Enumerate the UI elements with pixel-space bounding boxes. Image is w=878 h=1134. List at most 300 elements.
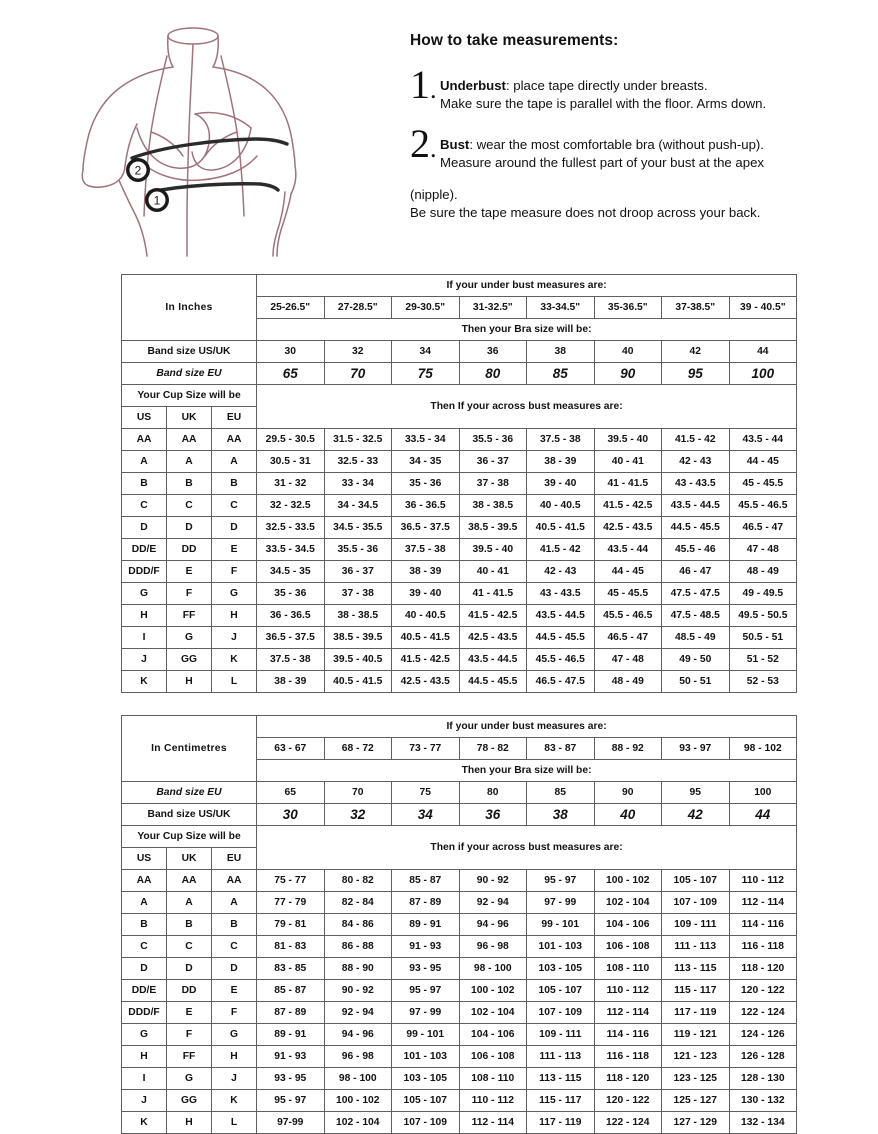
size-chart-inches xyxy=(121,274,797,693)
bust-measure-cell: 41.5 - 42.5 xyxy=(594,495,662,517)
bust-measure-cell: 122 - 124 xyxy=(594,1112,662,1134)
bust-measure-cell: 45.5 - 46.5 xyxy=(527,649,595,671)
bust-measure-cell: 122 - 124 xyxy=(729,1002,797,1024)
bust-measure-cell: 97 - 99 xyxy=(527,892,595,914)
underbust-range-cell: 31-32.5" xyxy=(459,297,527,319)
cup-size-cell: K xyxy=(212,1090,257,1112)
cup-size-cell: G xyxy=(212,583,257,605)
bust-measure-cell: 35.5 - 36 xyxy=(324,539,392,561)
cup-size-cell: L xyxy=(212,1112,257,1134)
cup-size-cell: FF xyxy=(167,605,212,627)
bust-measure-cell: 100 - 102 xyxy=(459,980,527,1002)
band-size-cell: 44 xyxy=(729,341,797,363)
table-row xyxy=(122,958,797,980)
instruction-number-1: 1. xyxy=(410,62,437,107)
cup-size-cell: C xyxy=(167,936,212,958)
bust-measure-cell: 85 - 87 xyxy=(257,980,325,1002)
bust-measure-cell: 49 - 50 xyxy=(662,649,730,671)
bra-size-header-cm: Then your Bra size will be: xyxy=(257,760,797,782)
torso-figure-svg xyxy=(55,10,345,260)
bust-measure-cell: 98 - 100 xyxy=(459,958,527,980)
table-row xyxy=(122,1046,797,1068)
bust-measure-cell: 79 - 81 xyxy=(257,914,325,936)
bust-measure-cell: 33.5 - 34 xyxy=(392,429,460,451)
band-size-cell: 80 xyxy=(459,782,527,804)
cup-size-cell: AA xyxy=(122,870,167,892)
bust-measure-cell: 101 - 103 xyxy=(392,1046,460,1068)
cup-size-cell: H xyxy=(122,605,167,627)
cup-size-cell: FF xyxy=(167,1046,212,1068)
cup-size-cell: A xyxy=(212,451,257,473)
bust-measure-cell: 115 - 117 xyxy=(662,980,730,1002)
cup-size-cell: F xyxy=(167,583,212,605)
cup-size-cell: DD xyxy=(167,980,212,1002)
bust-measure-cell: 49 - 49.5 xyxy=(729,583,797,605)
bust-measure-cell: 46.5 - 47 xyxy=(729,517,797,539)
band-size-cell: 34 xyxy=(392,341,460,363)
cup-size-cell: C xyxy=(212,495,257,517)
bust-measure-cell: 43.5 - 44 xyxy=(729,429,797,451)
cup-size-cell: D xyxy=(212,517,257,539)
bust-measure-cell: 37.5 - 38 xyxy=(527,429,595,451)
bust-measure-cell: 37 - 38 xyxy=(324,583,392,605)
band-size-cell: 32 xyxy=(324,804,392,826)
bust-measure-cell: 125 - 127 xyxy=(662,1090,730,1112)
bust-measure-cell: 118 - 120 xyxy=(729,958,797,980)
band-size-cell: 75 xyxy=(392,363,460,385)
bust-measure-cell: 110 - 112 xyxy=(594,980,662,1002)
bust-measure-cell: 43.5 - 44.5 xyxy=(662,495,730,517)
bust-measure-cell: 96 - 98 xyxy=(459,936,527,958)
instruction-line2-2: Measure around the fullest part of your bust at the apex xyxy=(440,155,765,170)
bust-measure-cell: 37.5 - 38 xyxy=(257,649,325,671)
bust-measure-cell: 124 - 126 xyxy=(729,1024,797,1046)
bust-measure-cell: 82 - 84 xyxy=(324,892,392,914)
marker-2-icon xyxy=(126,158,150,182)
table-row xyxy=(122,892,797,914)
band-row-label: Band size EU xyxy=(122,782,257,804)
bust-measure-cell: 36.5 - 37.5 xyxy=(257,627,325,649)
underbust-range-cell: 68 - 72 xyxy=(324,738,392,760)
bust-measure-cell: 44.5 - 45.5 xyxy=(527,627,595,649)
bust-measure-cell: 126 - 128 xyxy=(729,1046,797,1068)
cup-size-cell: D xyxy=(167,517,212,539)
band-size-cell: 40 xyxy=(594,341,662,363)
underbust-range-cell: 29-30.5" xyxy=(392,297,460,319)
bust-measure-cell: 42.5 - 43.5 xyxy=(594,517,662,539)
marker-2-label: 2 xyxy=(134,163,142,178)
bra-size-header-inches: Then your Bra size will be: xyxy=(257,319,797,341)
bust-measure-cell: 41 - 41.5 xyxy=(459,583,527,605)
table-row xyxy=(122,1068,797,1090)
cup-size-cell: E xyxy=(167,1002,212,1024)
bust-measure-cell: 30.5 - 31 xyxy=(257,451,325,473)
bust-measure-cell: 91 - 93 xyxy=(392,936,460,958)
bust-measure-cell: 94 - 96 xyxy=(459,914,527,936)
instruction-text-2 xyxy=(440,127,764,172)
bust-measure-cell: 90 - 92 xyxy=(324,980,392,1002)
bust-measure-cell: 49.5 - 50.5 xyxy=(729,605,797,627)
bust-measure-cell: 51 - 52 xyxy=(729,649,797,671)
bust-measure-cell: 97 - 99 xyxy=(392,1002,460,1024)
bust-measure-cell: 32.5 - 33 xyxy=(324,451,392,473)
bust-measure-cell: 31.5 - 32.5 xyxy=(324,429,392,451)
bust-measure-cell: 47 - 48 xyxy=(594,649,662,671)
cup-size-cell: B xyxy=(212,914,257,936)
bust-measure-cell: 109 - 111 xyxy=(527,1024,595,1046)
bust-measure-cell: 34 - 34.5 xyxy=(324,495,392,517)
band-size-cell: 32 xyxy=(324,341,392,363)
cup-size-cell: E xyxy=(212,980,257,1002)
bust-measure-cell: 105 - 107 xyxy=(392,1090,460,1112)
bust-measure-cell: 45.5 - 46.5 xyxy=(729,495,797,517)
bust-measure-cell: 38 - 38.5 xyxy=(459,495,527,517)
bust-measure-cell: 87 - 89 xyxy=(257,1002,325,1024)
table-row xyxy=(122,980,797,1002)
bust-measure-cell: 92 - 94 xyxy=(324,1002,392,1024)
band-size-cell: 36 xyxy=(459,341,527,363)
bust-measure-cell: 100 - 102 xyxy=(324,1090,392,1112)
bust-measure-cell: 37.5 - 38 xyxy=(392,539,460,561)
cup-size-cell: D xyxy=(212,958,257,980)
bust-measure-cell: 44.5 - 45.5 xyxy=(459,671,527,693)
marker-1-label: 1 xyxy=(153,193,161,208)
underbust-range-cell: 93 - 97 xyxy=(662,738,730,760)
bust-measure-cell: 50 - 51 xyxy=(662,671,730,693)
underbust-range-cell: 78 - 82 xyxy=(459,738,527,760)
cup-size-cell: C xyxy=(212,936,257,958)
bust-measure-cell: 40 - 40.5 xyxy=(527,495,595,517)
bust-measure-cell: 33.5 - 34.5 xyxy=(257,539,325,561)
instruction-note: Be sure the tape measure does not droop across your back. xyxy=(410,205,761,220)
bust-measure-cell: 40 - 41 xyxy=(459,561,527,583)
bust-measure-cell: 42 - 43 xyxy=(662,451,730,473)
underbust-header-inches: If your under bust measures are: xyxy=(257,275,797,297)
bust-measure-cell: 48 - 49 xyxy=(729,561,797,583)
bust-measure-cell: 104 - 106 xyxy=(459,1024,527,1046)
band-row-label: Band size US/UK xyxy=(122,341,257,363)
bust-measure-cell: 36 - 36.5 xyxy=(257,605,325,627)
bust-measure-cell: 107 - 109 xyxy=(527,1002,595,1024)
band-size-cell: 30 xyxy=(257,341,325,363)
underbust-range-cell: 33-34.5" xyxy=(527,297,595,319)
instruction-lead-1: Underbust xyxy=(440,78,506,93)
band-size-cell: 95 xyxy=(662,363,730,385)
bust-measure-cell: 103 - 105 xyxy=(527,958,595,980)
underbust-range-cell: 39 - 40.5" xyxy=(729,297,797,319)
cup-size-cell: D xyxy=(167,958,212,980)
bust-measure-cell: 35 - 36 xyxy=(392,473,460,495)
bust-measure-cell: 35 - 36 xyxy=(257,583,325,605)
unit-label-cm: In Centimetres xyxy=(122,716,257,782)
bust-measure-cell: 36 - 37 xyxy=(324,561,392,583)
cup-column-header-uk: UK xyxy=(167,407,212,429)
cup-size-cell: A xyxy=(167,892,212,914)
cup-column-header-us: US xyxy=(122,848,167,870)
cup-size-cell: C xyxy=(122,936,167,958)
bust-measure-cell: 130 - 132 xyxy=(729,1090,797,1112)
instruction-rest-1: : place tape directly under breasts. xyxy=(505,78,708,93)
bust-measure-cell: 107 - 109 xyxy=(662,892,730,914)
instruction-lead-2: Bust xyxy=(440,137,470,152)
bust-measure-cell: 98 - 100 xyxy=(324,1068,392,1090)
cup-size-cell: F xyxy=(212,1002,257,1024)
bust-measure-cell: 38.5 - 39.5 xyxy=(459,517,527,539)
cup-size-cell: AA xyxy=(167,870,212,892)
bust-measure-cell: 32.5 - 33.5 xyxy=(257,517,325,539)
underbust-range-cell: 25-26.5" xyxy=(257,297,325,319)
instruction-rest-2: : wear the most comfortable bra (without push-up). xyxy=(469,137,764,152)
bust-measure-cell: 120 - 122 xyxy=(729,980,797,1002)
bust-measure-cell: 100 - 102 xyxy=(594,870,662,892)
band-size-cell: 75 xyxy=(392,782,460,804)
bust-measure-cell: 110 - 112 xyxy=(729,870,797,892)
band-size-cell: 65 xyxy=(257,363,325,385)
bust-measure-cell: 36 - 37 xyxy=(459,451,527,473)
table-row xyxy=(122,1024,797,1046)
across-bust-header-inches: Then If your across bust measures are: xyxy=(257,385,797,429)
band-size-cell: 90 xyxy=(594,782,662,804)
underbust-range-cell: 35-36.5" xyxy=(594,297,662,319)
bust-measure-cell: 119 - 121 xyxy=(662,1024,730,1046)
instruction-item-1 xyxy=(410,62,852,113)
band-size-cell: 34 xyxy=(392,804,460,826)
bust-measure-cell: 33 - 34 xyxy=(324,473,392,495)
neck-top-ellipse xyxy=(168,28,218,44)
bust-measure-cell: 90 - 92 xyxy=(459,870,527,892)
cup-size-cell: J xyxy=(212,1068,257,1090)
table-row xyxy=(122,429,797,451)
bust-measure-cell: 89 - 91 xyxy=(257,1024,325,1046)
cup-size-cell: G xyxy=(167,1068,212,1090)
bust-measure-cell: 102 - 104 xyxy=(324,1112,392,1134)
band-size-cell: 36 xyxy=(459,804,527,826)
bust-measure-cell: 46.5 - 47 xyxy=(594,627,662,649)
table-row xyxy=(122,627,797,649)
bust-measure-cell: 117 - 119 xyxy=(527,1112,595,1134)
cup-size-cell: DD/E xyxy=(122,980,167,1002)
cup-size-cell: H xyxy=(167,1112,212,1134)
bust-measure-cell: 45 - 45.5 xyxy=(729,473,797,495)
bust-measure-cell: 34 - 35 xyxy=(392,451,460,473)
size-chart-centimetres xyxy=(121,715,797,1134)
bust-measure-cell: 37 - 38 xyxy=(459,473,527,495)
cup-size-cell: G xyxy=(122,583,167,605)
bust-measure-cell: 115 - 117 xyxy=(527,1090,595,1112)
bust-measure-cell: 42.5 - 43.5 xyxy=(459,627,527,649)
cup-size-cell: A xyxy=(122,451,167,473)
cup-size-cell: DDD/F xyxy=(122,1002,167,1024)
bust-measure-cell: 32 - 32.5 xyxy=(257,495,325,517)
table-row xyxy=(122,1002,797,1024)
cup-size-cell: B xyxy=(122,473,167,495)
instruction-item-2 xyxy=(410,121,852,172)
bust-measure-cell: 97-99 xyxy=(257,1112,325,1134)
bust-measure-cell: 128 - 130 xyxy=(729,1068,797,1090)
bust-measure-cell: 118 - 120 xyxy=(594,1068,662,1090)
band-size-cell: 44 xyxy=(729,804,797,826)
table-row xyxy=(122,649,797,671)
bust-measure-cell: 99 - 101 xyxy=(392,1024,460,1046)
bust-measure-cell: 45.5 - 46 xyxy=(662,539,730,561)
band-size-cell: 38 xyxy=(527,804,595,826)
bust-measure-cell: 123 - 125 xyxy=(662,1068,730,1090)
instruction-number-2: 2. xyxy=(410,121,437,166)
instruction-continuation: (nipple). xyxy=(410,187,458,202)
cup-size-cell: K xyxy=(122,671,167,693)
table-row xyxy=(122,539,797,561)
table-row xyxy=(122,473,797,495)
bust-measure-cell: 101 - 103 xyxy=(527,936,595,958)
bust-measure-cell: 75 - 77 xyxy=(257,870,325,892)
bust-measure-cell: 43.5 - 44.5 xyxy=(459,649,527,671)
bust-measure-cell: 105 - 107 xyxy=(527,980,595,1002)
bust-measure-cell: 38 - 39 xyxy=(527,451,595,473)
band-size-cell: 42 xyxy=(662,804,730,826)
unit-label-inches: In Inches xyxy=(122,275,257,341)
cup-size-cell: AA xyxy=(122,429,167,451)
bust-measure-cell: 108 - 110 xyxy=(594,958,662,980)
table-row xyxy=(122,605,797,627)
bust-measure-cell: 29.5 - 30.5 xyxy=(257,429,325,451)
bust-measure-cell: 46 - 47 xyxy=(662,561,730,583)
bust-measure-cell: 47.5 - 48.5 xyxy=(662,605,730,627)
bust-measure-cell: 36.5 - 37.5 xyxy=(392,517,460,539)
band-row-label: Band size EU xyxy=(122,363,257,385)
bust-measure-cell: 40.5 - 41.5 xyxy=(527,517,595,539)
bust-measure-cell: 94 - 96 xyxy=(324,1024,392,1046)
bust-measure-cell: 117 - 119 xyxy=(662,1002,730,1024)
bust-measure-cell: 43.5 - 44 xyxy=(594,539,662,561)
bust-measure-cell: 113 - 115 xyxy=(662,958,730,980)
marker-1-icon xyxy=(145,188,169,212)
band-size-cell: 70 xyxy=(324,363,392,385)
bust-measure-cell: 105 - 107 xyxy=(662,870,730,892)
cup-size-cell: E xyxy=(212,539,257,561)
cup-size-cell: B xyxy=(122,914,167,936)
bust-measure-cell: 84 - 86 xyxy=(324,914,392,936)
bust-measure-cell: 40 - 41 xyxy=(594,451,662,473)
underbust-range-cell: 37-38.5" xyxy=(662,297,730,319)
bust-measure-cell: 38.5 - 39.5 xyxy=(324,627,392,649)
bust-measure-cell: 44 - 45 xyxy=(729,451,797,473)
across-bust-header-cm: Then if your across bust measures are: xyxy=(257,826,797,870)
cup-size-cell: L xyxy=(212,671,257,693)
cup-size-cell: G xyxy=(122,1024,167,1046)
cup-size-cell: I xyxy=(122,627,167,649)
bust-measure-cell: 34.5 - 35.5 xyxy=(324,517,392,539)
bust-measure-cell: 38 - 39 xyxy=(392,561,460,583)
bust-measure-cell: 44 - 45 xyxy=(594,561,662,583)
cup-size-cell: A xyxy=(167,451,212,473)
cup-size-cell: G xyxy=(167,627,212,649)
band-row-label: Band size US/UK xyxy=(122,804,257,826)
cup-size-cell: H xyxy=(167,671,212,693)
band-size-cell: 85 xyxy=(527,363,595,385)
underbust-range-cell: 27-28.5" xyxy=(324,297,392,319)
bust-measure-cell: 87 - 89 xyxy=(392,892,460,914)
bust-measure-cell: 89 - 91 xyxy=(392,914,460,936)
bust-measure-cell: 52 - 53 xyxy=(729,671,797,693)
bust-measure-cell: 116 - 118 xyxy=(594,1046,662,1068)
bust-measure-cell: 44.5 - 45.5 xyxy=(662,517,730,539)
bust-measure-cell: 93 - 95 xyxy=(257,1068,325,1090)
table-row xyxy=(122,451,797,473)
band-size-cell: 30 xyxy=(257,804,325,826)
cup-size-cell: B xyxy=(167,473,212,495)
bust-measure-cell: 81 - 83 xyxy=(257,936,325,958)
bust-measure-cell: 39.5 - 40 xyxy=(459,539,527,561)
instruction-text-1 xyxy=(440,68,766,113)
bust-measure-cell: 50.5 - 51 xyxy=(729,627,797,649)
instructions-title: How to take measurements: xyxy=(410,32,619,49)
bust-measure-cell: 40.5 - 41.5 xyxy=(392,627,460,649)
bust-measure-cell: 40.5 - 41.5 xyxy=(324,671,392,693)
bust-measure-cell: 112 - 114 xyxy=(729,892,797,914)
bust-measure-cell: 48.5 - 49 xyxy=(662,627,730,649)
bust-measure-cell: 46.5 - 47.5 xyxy=(527,671,595,693)
bust-measure-cell: 85 - 87 xyxy=(392,870,460,892)
cup-size-cell: AA xyxy=(167,429,212,451)
bust-measure-cell: 132 - 134 xyxy=(729,1112,797,1134)
bust-measure-cell: 40 - 40.5 xyxy=(392,605,460,627)
table-row xyxy=(122,561,797,583)
bust-measure-cell: 127 - 129 xyxy=(662,1112,730,1134)
bust-measure-cell: 48 - 49 xyxy=(594,671,662,693)
table-row xyxy=(122,583,797,605)
header-section xyxy=(0,0,878,258)
bust-measure-cell: 41.5 - 42 xyxy=(662,429,730,451)
bust-measure-cell: 110 - 112 xyxy=(459,1090,527,1112)
cup-size-cell: I xyxy=(122,1068,167,1090)
band-size-cell: 40 xyxy=(594,804,662,826)
bust-measure-cell: 112 - 114 xyxy=(594,1002,662,1024)
bust-measure-cell: 95 - 97 xyxy=(527,870,595,892)
cup-size-cell: J xyxy=(212,627,257,649)
cup-size-cell: AA xyxy=(212,870,257,892)
bust-measure-cell: 34.5 - 35 xyxy=(257,561,325,583)
cup-column-header-uk: UK xyxy=(167,848,212,870)
bust-measure-cell: 39 - 40 xyxy=(527,473,595,495)
bust-measure-cell: 114 - 116 xyxy=(729,914,797,936)
cup-size-cell: H xyxy=(212,1046,257,1068)
cup-size-cell: J xyxy=(122,649,167,671)
band-size-cell: 80 xyxy=(459,363,527,385)
bust-measure-cell: 42.5 - 43.5 xyxy=(392,671,460,693)
bust-measure-cell: 39 - 40 xyxy=(392,583,460,605)
cup-size-cell: H xyxy=(212,605,257,627)
cup-size-section-header: Your Cup Size will be xyxy=(122,385,257,407)
bust-measure-cell: 95 - 97 xyxy=(392,980,460,1002)
cup-size-cell: B xyxy=(212,473,257,495)
table-row xyxy=(122,517,797,539)
instructions-panel xyxy=(400,6,878,222)
band-size-cell: 70 xyxy=(324,782,392,804)
bust-tape-line xyxy=(132,139,287,158)
bust-measure-cell: 80 - 82 xyxy=(324,870,392,892)
band-size-cell: 42 xyxy=(662,341,730,363)
bust-measure-cell: 113 - 115 xyxy=(527,1068,595,1090)
bust-measure-cell: 107 - 109 xyxy=(392,1112,460,1134)
table-row xyxy=(122,495,797,517)
bust-measure-cell: 45 - 45.5 xyxy=(594,583,662,605)
band-size-cell: 100 xyxy=(729,782,797,804)
bust-measure-cell: 114 - 116 xyxy=(594,1024,662,1046)
bust-measure-cell: 41 - 41.5 xyxy=(594,473,662,495)
bust-measure-cell: 86 - 88 xyxy=(324,936,392,958)
bust-measure-cell: 108 - 110 xyxy=(459,1068,527,1090)
cup-size-cell: C xyxy=(122,495,167,517)
